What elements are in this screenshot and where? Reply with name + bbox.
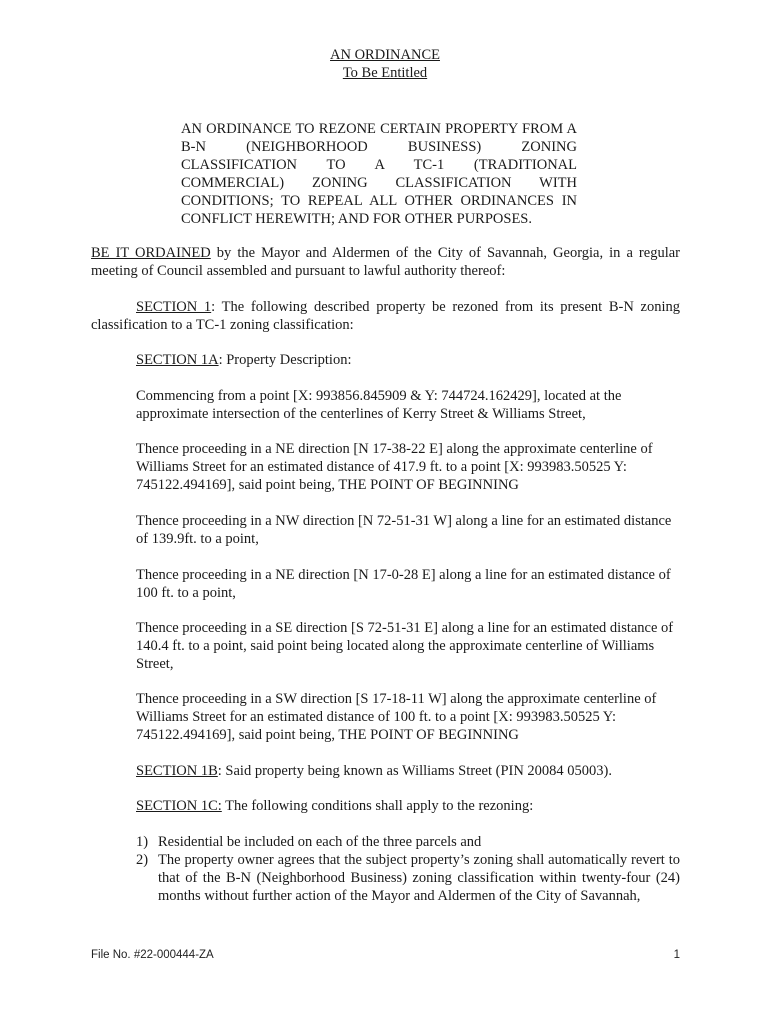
- section-1b-text: : Said property being known as Williams Street (PIN 20084 05003).: [217, 763, 613, 779]
- document-subtitle: To Be Entitled: [342, 65, 428, 81]
- section-1b-label: SECTION 1B: [136, 763, 218, 779]
- description-paragraph: Thence proceeding in a SE direction [S 72-51-31 E] along a line for an estimated distance of 140.4 ft. to a point, said point being located along the approximate centerline of Williams Street,: [136, 620, 674, 672]
- description-paragraph: Thence proceeding in a NE direction [N 17-38-22 E] along the approximate centerline of Williams Street for an estimated distance of 417.9 ft. to a point [X: 993983.50525 Y: 745122.494169], said point being, THE POINT OF BEGINNING: [136, 441, 653, 493]
- section-1b: [136, 762, 680, 780]
- section-1a-label: SECTION 1A: [136, 352, 219, 368]
- section-1-label: SECTION 1: [136, 299, 212, 315]
- description-paragraph: Thence proceeding in a SW direction [S 17-18-11 W] along the approximate centerline of Williams Street for an estimated distance of 100 ft. to a point [X: 993983.50525 Y: 745122.494169], said point being, THE POINT OF BEGINNING: [136, 691, 657, 743]
- enacting-clause-lead: BE IT ORDAINED: [91, 245, 211, 261]
- section-1: [91, 298, 680, 334]
- section-1c-label: SECTION 1C:: [136, 798, 222, 814]
- section-1a-text: : Property Description:: [218, 352, 352, 368]
- list-item: [136, 833, 680, 851]
- list-item-text: Residential be included on each of the three parcels and: [158, 834, 482, 850]
- list-item-text: The property owner agrees that the subject property’s zoning shall automatically revert to that of the B-N (Neighborhood Business) zoning classification within twenty-four (24) months without further action of the Mayor and Aldermen of the City of Savannah,: [158, 852, 680, 904]
- page-number: 1: [673, 949, 680, 961]
- conditions-list: [136, 833, 680, 905]
- description-paragraph: Thence proceeding in a NE direction [N 17-0-28 E] along a line for an estimated distance of 100 ft. to a point,: [136, 567, 671, 601]
- document-title: AN ORDINANCE: [330, 47, 440, 63]
- section-1c-text: The following conditions shall apply to the rezoning:: [221, 798, 534, 814]
- list-item-number: 1): [136, 834, 149, 850]
- list-item-number: 2): [136, 852, 149, 868]
- description-paragraph: Commencing from a point [X: 993856.845909 & Y: 744724.162429], located at the approximate intersection of the centerlines of Kerry Street & Williams Street,: [136, 388, 622, 422]
- section-1c: [136, 797, 680, 815]
- section-1a: [136, 351, 680, 369]
- description-paragraph: Thence proceeding in a NW direction [N 72-51-31 W] along a line for an estimated distance of 139.9ft. to a point,: [136, 513, 672, 547]
- ordinance-caption: AN ORDINANCE TO REZONE CERTAIN PROPERTY FROM A B-N (NEIGHBORHOOD BUSINESS) ZONING CLASSIFICATION TO A TC-1 (TRADITIONAL COMMERCIAL) ZONING CLASSIFICATION WITH CONDITIONS; TO REPEAL ALL OTHER ORDINANCES IN CONFLICT HEREWITH; AND FOR OTHER PURPOSES.: [181, 121, 577, 227]
- enacting-clause-text: by the Mayor and Aldermen of the City of Savannah, Georgia, in a regular meeting of Council assembled and pursuant to lawful authority thereof:: [91, 245, 680, 279]
- section-1-text: : The following described property be rezoned from its present B-N zoning classification to a TC-1 zoning classification:: [91, 299, 680, 333]
- list-item: [136, 851, 680, 905]
- file-number: File No. #22-000444-ZA: [91, 949, 214, 961]
- enacting-clause: [91, 244, 680, 280]
